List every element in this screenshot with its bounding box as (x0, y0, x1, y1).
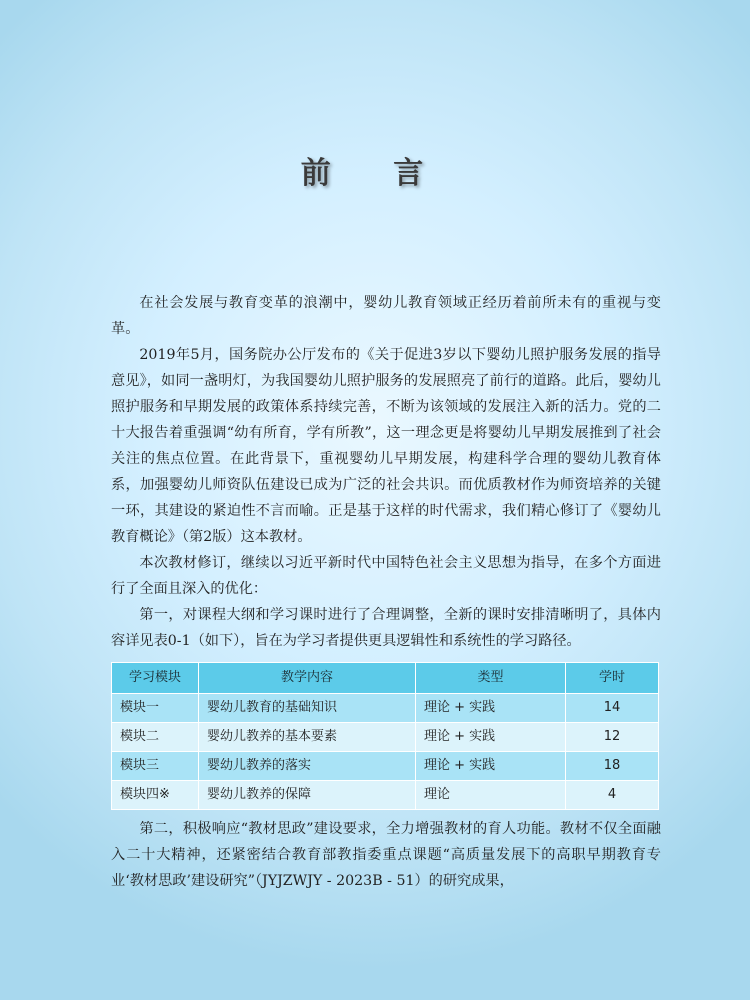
type-cell: 理论 + 实践 (416, 694, 566, 723)
content-cell: 婴幼儿教养的落实 (199, 752, 416, 781)
table-header-row (112, 663, 659, 694)
page-title: 前 言 (300, 156, 450, 191)
content-cell: 婴幼儿教养的保障 (199, 781, 416, 810)
table-row (112, 752, 659, 781)
column-header: 学习模块 (112, 663, 199, 694)
hours-cell: 4 (566, 781, 659, 810)
paragraph: 第一，对课程大纲和学习课时进行了合理调整，全新的课时安排清晰明了，具体内容详见表0-1（如下），旨在为学习者提供更具逻辑性和系统性的学习路径。 (111, 607, 661, 649)
table-row (112, 723, 659, 752)
type-cell: 理论 + 实践 (416, 723, 566, 752)
hours-cell: 14 (566, 694, 659, 723)
module-cell: 模块一 (112, 694, 199, 723)
module-cell: 模块二 (112, 723, 199, 752)
table-row (112, 694, 659, 723)
content-cell: 婴幼儿教育的基础知识 (199, 694, 416, 723)
document-body (111, 290, 661, 894)
column-header: 学时 (566, 663, 659, 694)
hours-cell: 12 (566, 723, 659, 752)
table-row (112, 781, 659, 810)
paragraph: 在社会发展与教育变革的浪潮中，婴幼儿教育领域正经历着前所未有的重视与变革。 (111, 295, 661, 337)
course-table-wrapper (111, 662, 661, 810)
paragraph: 本次教材修订，继续以习近平新时代中国特色社会主义思想为指导，在多个方面进行了全面且深入的优化： (111, 555, 661, 597)
paragraph: 第二，积极响应“教材思政”建设要求，全力增强教材的育人功能。教材不仅全面融入二十大精神，还紧密结合教育部教指委重点课题“高质量发展下的高职早期教育专业‘教材思政’建设研究”（JYJZWJY - 2023B - 51）的研究成果， (111, 821, 661, 889)
type-cell: 理论 + 实践 (416, 752, 566, 781)
content-cell: 婴幼儿教养的基本要素 (199, 723, 416, 752)
type-cell: 理论 (416, 781, 566, 810)
paragraph: 2019年5月，国务院办公厅发布的《关于促进3岁以下婴幼儿照护服务发展的指导意见》，如同一盏明灯，为我国婴幼儿照护服务的发展照亮了前行的道路。此后，婴幼儿照护服务和早期发展的政策体系持续完善，不断为该领域的发展注入新的活力。党的二十大报告着重强调“幼有所育，学有所教”，这一理念更是将婴幼儿早期发展推到了社会关注的焦点位置。在此背景下，重视婴幼儿早期发展，构建科学合理的婴幼儿教育体系，加强婴幼儿师资队伍建设已成为广泛的社会共识。而优质教材作为师资培养的关键一环，其建设的紧迫性不言而喻。正是基于这样的时代需求，我们精心修订了《婴幼儿教育概论》（第2版）这本教材。 (111, 347, 661, 545)
hours-cell: 18 (566, 752, 659, 781)
module-cell: 模块三 (112, 752, 199, 781)
course-table (111, 662, 659, 810)
column-header: 类型 (416, 663, 566, 694)
module-cell: 模块四※ (112, 781, 199, 810)
column-header: 教学内容 (199, 663, 416, 694)
